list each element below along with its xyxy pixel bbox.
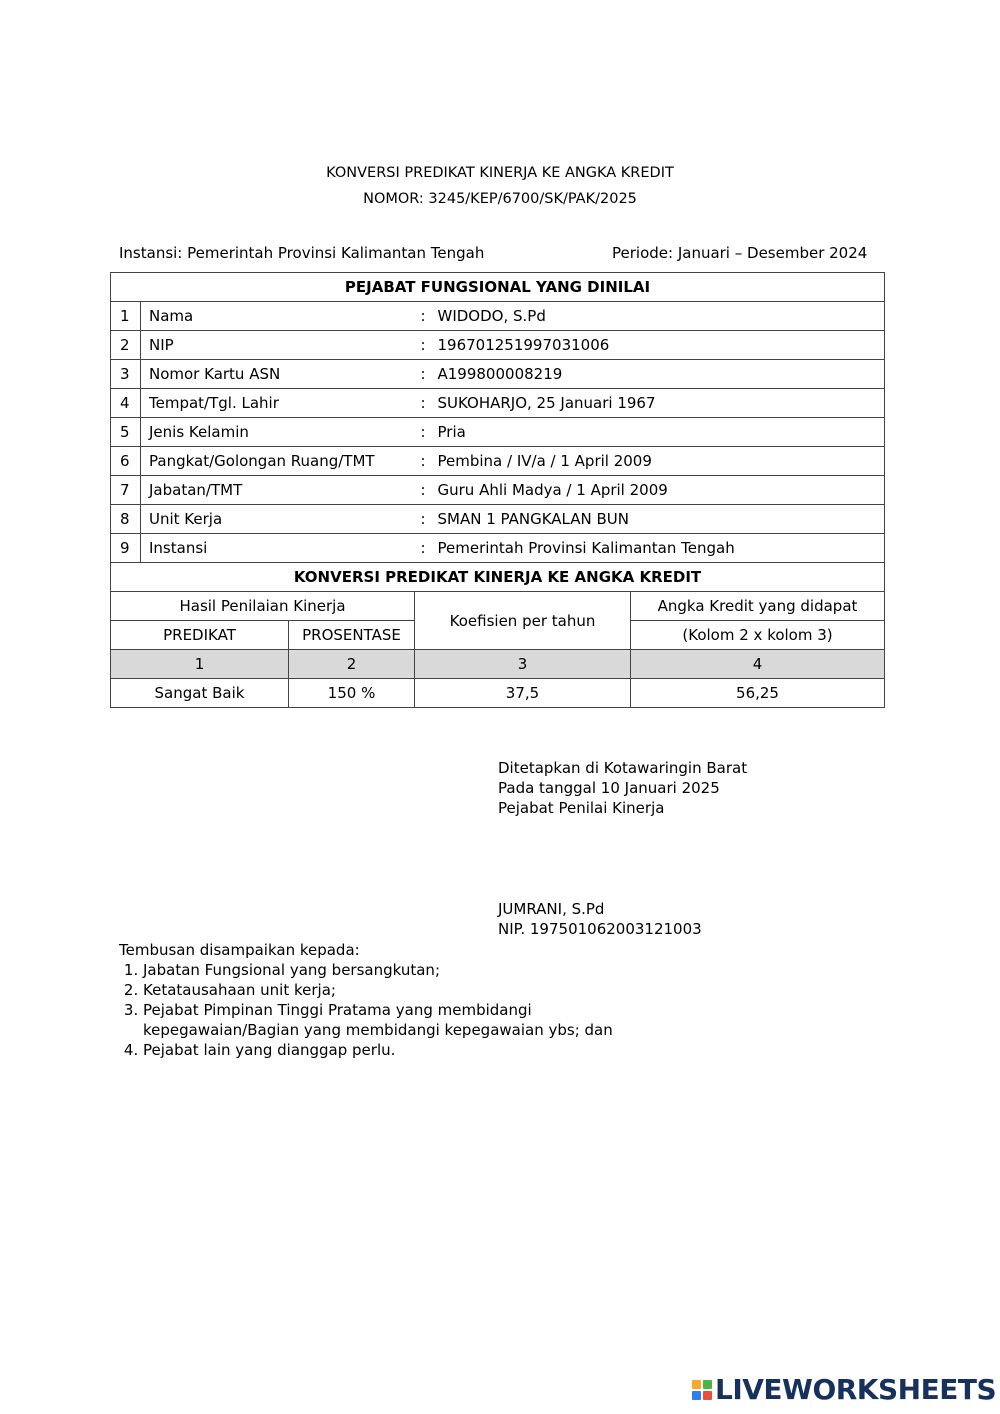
row-label: Tempat/Tgl. Lahir <box>141 389 415 418</box>
row-colon: : <box>415 360 438 389</box>
logo-square <box>703 1391 712 1400</box>
row-number: 7 <box>111 476 141 505</box>
list-item-text: Pejabat Pimpinan Tinggi Pratama yang membidangi <box>143 1001 532 1019</box>
row-colon: : <box>415 447 438 476</box>
signature-place: Ditetapkan di Kotawaringin Barat <box>498 759 748 777</box>
tembusan-list <box>119 960 613 1060</box>
liveworksheets-logo[interactable] <box>692 1373 996 1406</box>
logo-grid-icon <box>692 1380 712 1400</box>
table-row <box>111 505 885 534</box>
row-label: Unit Kerja <box>141 505 415 534</box>
result-koefisien: 37,5 <box>415 679 631 708</box>
row-label: Jenis Kelamin <box>141 418 415 447</box>
row-number: 3 <box>111 360 141 389</box>
hasil-header: Hasil Penilaian Kinerja <box>111 592 415 621</box>
tembusan-heading: Tembusan disampaikan kepada: <box>119 941 360 959</box>
row-label: Nama <box>141 302 415 331</box>
row-number: 8 <box>111 505 141 534</box>
row-label: NIP <box>141 331 415 360</box>
row-value: Pemerintah Provinsi Kalimantan Tengah <box>438 534 885 563</box>
row-value: A199800008219 <box>438 360 885 389</box>
logo-text: LIVEWORKSHEETS <box>715 1373 997 1406</box>
row-number: 6 <box>111 447 141 476</box>
result-predikat: Sangat Baik <box>111 679 289 708</box>
column-number: 1 <box>111 650 289 679</box>
row-label: Nomor Kartu ASN <box>141 360 415 389</box>
document-number: NOMOR: 3245/KEP/6700/SK/PAK/2025 <box>363 191 637 207</box>
instansi-label: Instansi: Pemerintah Provinsi Kalimantan Tengah <box>119 244 485 262</box>
signature-name: JUMRANI, S.Pd <box>498 900 605 918</box>
predikat-header: PREDIKAT <box>111 621 289 650</box>
row-value: Pria <box>438 418 885 447</box>
section-title-konversi: KONVERSI PREDIKAT KINERJA KE ANGKA KREDIT <box>111 563 885 592</box>
tembusan-section <box>119 940 613 1060</box>
logo-square <box>703 1380 712 1389</box>
row-value: SUKOHARJO, 25 Januari 1967 <box>438 389 885 418</box>
row-value: Guru Ahli Madya / 1 April 2009 <box>438 476 885 505</box>
row-label: Jabatan/TMT <box>141 476 415 505</box>
logo-square <box>692 1391 701 1400</box>
row-number: 2 <box>111 331 141 360</box>
list-item: 4. Pejabat lain yang dianggap perlu. <box>143 1040 613 1060</box>
table-row <box>111 418 885 447</box>
table-row <box>111 302 885 331</box>
table-row <box>111 360 885 389</box>
table-row <box>111 447 885 476</box>
document-title: KONVERSI PREDIKAT KINERJA KE ANGKA KREDIT <box>326 165 674 181</box>
column-number: 4 <box>631 650 885 679</box>
row-value: WIDODO, S.Pd <box>438 302 885 331</box>
row-colon: : <box>415 505 438 534</box>
row-number: 1 <box>111 302 141 331</box>
result-prosentase: 150 % <box>289 679 415 708</box>
list-item: 2. Ketatausahaan unit kerja; <box>143 980 613 1000</box>
row-number: 4 <box>111 389 141 418</box>
angka-header: Angka Kredit yang didapat <box>631 592 885 621</box>
row-value: 196701251997031006 <box>438 331 885 360</box>
list-item-continuation: kepegawaian/Bagian yang membidangi kepegawaian ybs; dan <box>143 1021 613 1039</box>
table-row <box>111 534 885 563</box>
koefisien-header: Koefisien per tahun <box>415 592 631 650</box>
row-label: Pangkat/Golongan Ruang/TMT <box>141 447 415 476</box>
result-angka-kredit: 56,25 <box>631 679 885 708</box>
table-row <box>111 389 885 418</box>
row-colon: : <box>415 302 438 331</box>
table-row <box>111 476 885 505</box>
column-number: 3 <box>415 650 631 679</box>
signature-role: Pejabat Penilai Kinerja <box>498 799 665 817</box>
row-colon: : <box>415 418 438 447</box>
prosentase-header: PROSENTASE <box>289 621 415 650</box>
signature-nip: NIP. 197501062003121003 <box>498 920 702 938</box>
row-value: Pembina / IV/a / 1 April 2009 <box>438 447 885 476</box>
assessment-table <box>110 272 885 708</box>
row-colon: : <box>415 534 438 563</box>
row-colon: : <box>415 389 438 418</box>
list-item: 1. Jabatan Fungsional yang bersangkutan; <box>143 960 613 980</box>
row-number: 5 <box>111 418 141 447</box>
periode-label: Periode: Januari – Desember 2024 <box>612 244 868 262</box>
row-label: Instansi <box>141 534 415 563</box>
logo-square <box>692 1380 701 1389</box>
table-row <box>111 331 885 360</box>
signature-date: Pada tanggal 10 Januari 2025 <box>498 779 720 797</box>
angka-subheader: (Kolom 2 x kolom 3) <box>631 621 885 650</box>
list-item <box>143 1000 613 1040</box>
row-number: 9 <box>111 534 141 563</box>
section-title-pejabat: PEJABAT FUNGSIONAL YANG DINILAI <box>111 273 885 302</box>
row-value: SMAN 1 PANGKALAN BUN <box>438 505 885 534</box>
row-colon: : <box>415 476 438 505</box>
row-colon: : <box>415 331 438 360</box>
column-number: 2 <box>289 650 415 679</box>
